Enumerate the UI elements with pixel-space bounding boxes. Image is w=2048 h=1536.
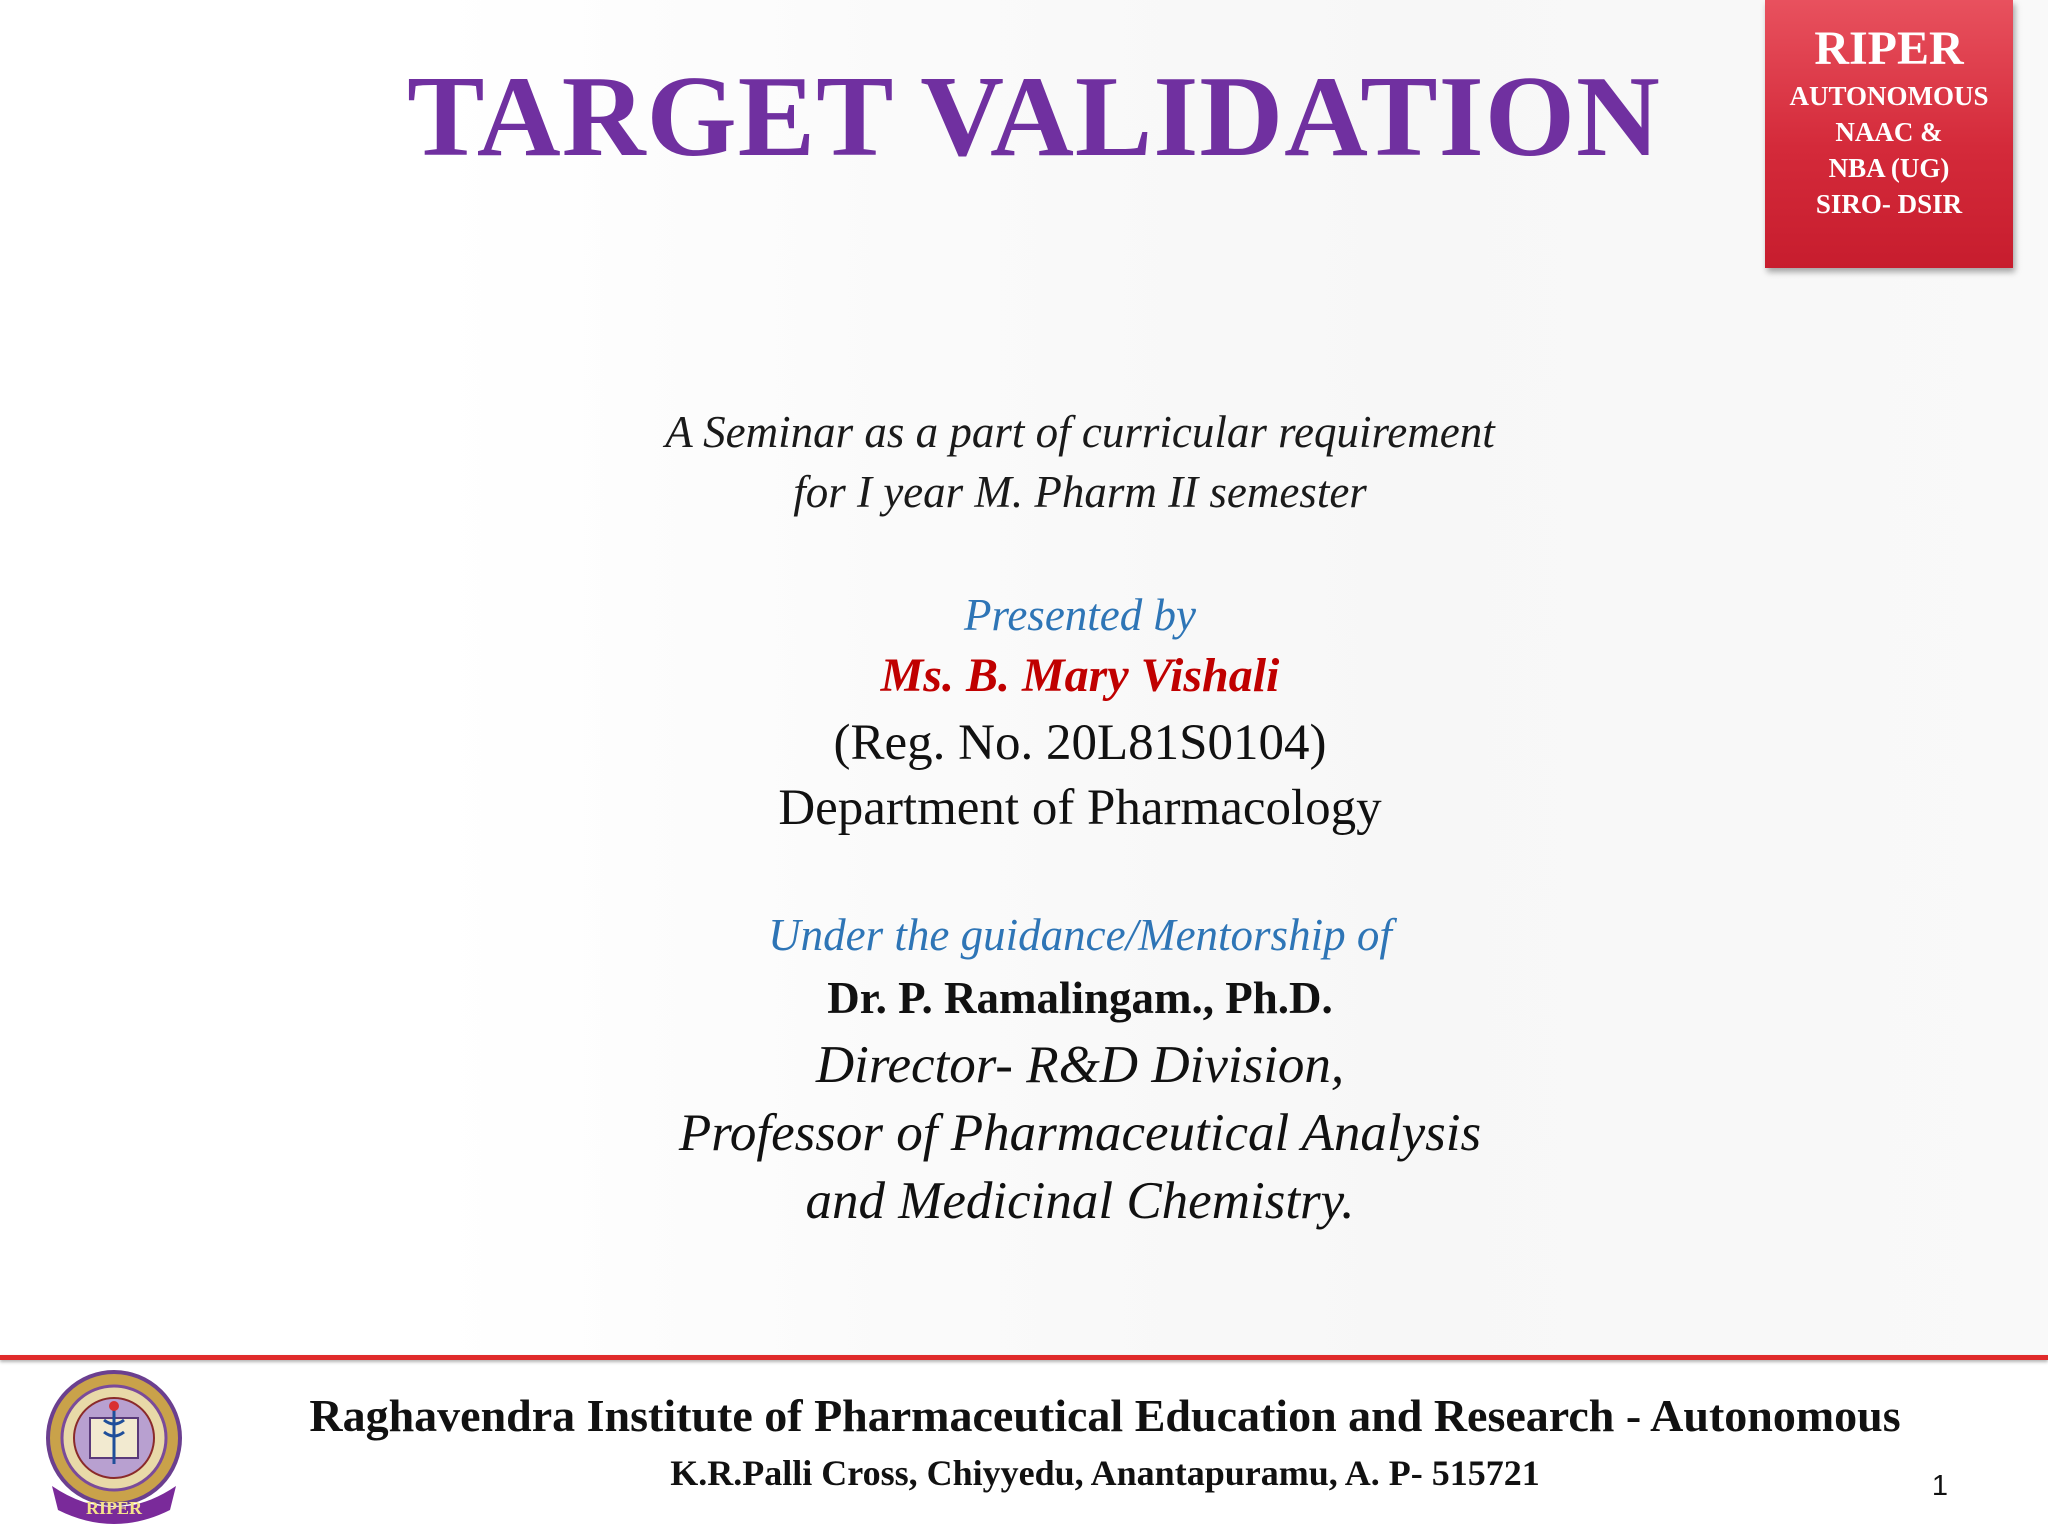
presenter-name: Ms. B. Mary Vishali (880, 649, 1280, 702)
department-name: Department of Pharmacology (778, 780, 1382, 836)
badge-autonomous: AUTONOMOUS (1789, 81, 1989, 111)
page-number: 1 (1931, 1470, 1949, 1502)
subtitle-line-1: A Seminar as a part of curricular requirement (665, 407, 1495, 457)
footer-divider (0, 1355, 2048, 1360)
guide-role-line-3: and Medicinal Chemistry. (805, 1172, 1355, 1230)
guide-role-line-2: Professor of Pharmaceutical Analysis (678, 1104, 1482, 1162)
badge-nba: NBA (UG) (1828, 153, 1950, 183)
accreditation-badge (1765, 0, 2013, 268)
guide-role-line-1: Director- R&D Division, (815, 1036, 1345, 1094)
badge-siro: SIRO- DSIR (1815, 189, 1963, 219)
badge-riper: RIPER (1814, 22, 1964, 75)
slide-title: TARGET VALIDATION (407, 53, 1661, 181)
guide-name: Dr. P. Ramalingam., Ph.D. (827, 973, 1333, 1023)
presented-by-label: Presented by (964, 590, 1196, 640)
guidance-label: Under the guidance/Mentorship of (768, 910, 1392, 960)
institution-address: K.R.Palli Cross, Chiyyedu, Anantapuramu, A. P- 515721 (670, 1453, 1540, 1493)
registration-number: (Reg. No. 20L81S0104) (833, 715, 1327, 771)
institution-logo (38, 1368, 190, 1528)
institution-name: Raghavendra Institute of Pharmaceutical Education and Research - Autonomous (309, 1390, 1901, 1441)
badge-naac: NAAC & (1835, 117, 1943, 147)
subtitle-line-2: for I year M. Pharm II semester (793, 467, 1367, 517)
logo-riper-text: RIPER (85, 1498, 143, 1518)
